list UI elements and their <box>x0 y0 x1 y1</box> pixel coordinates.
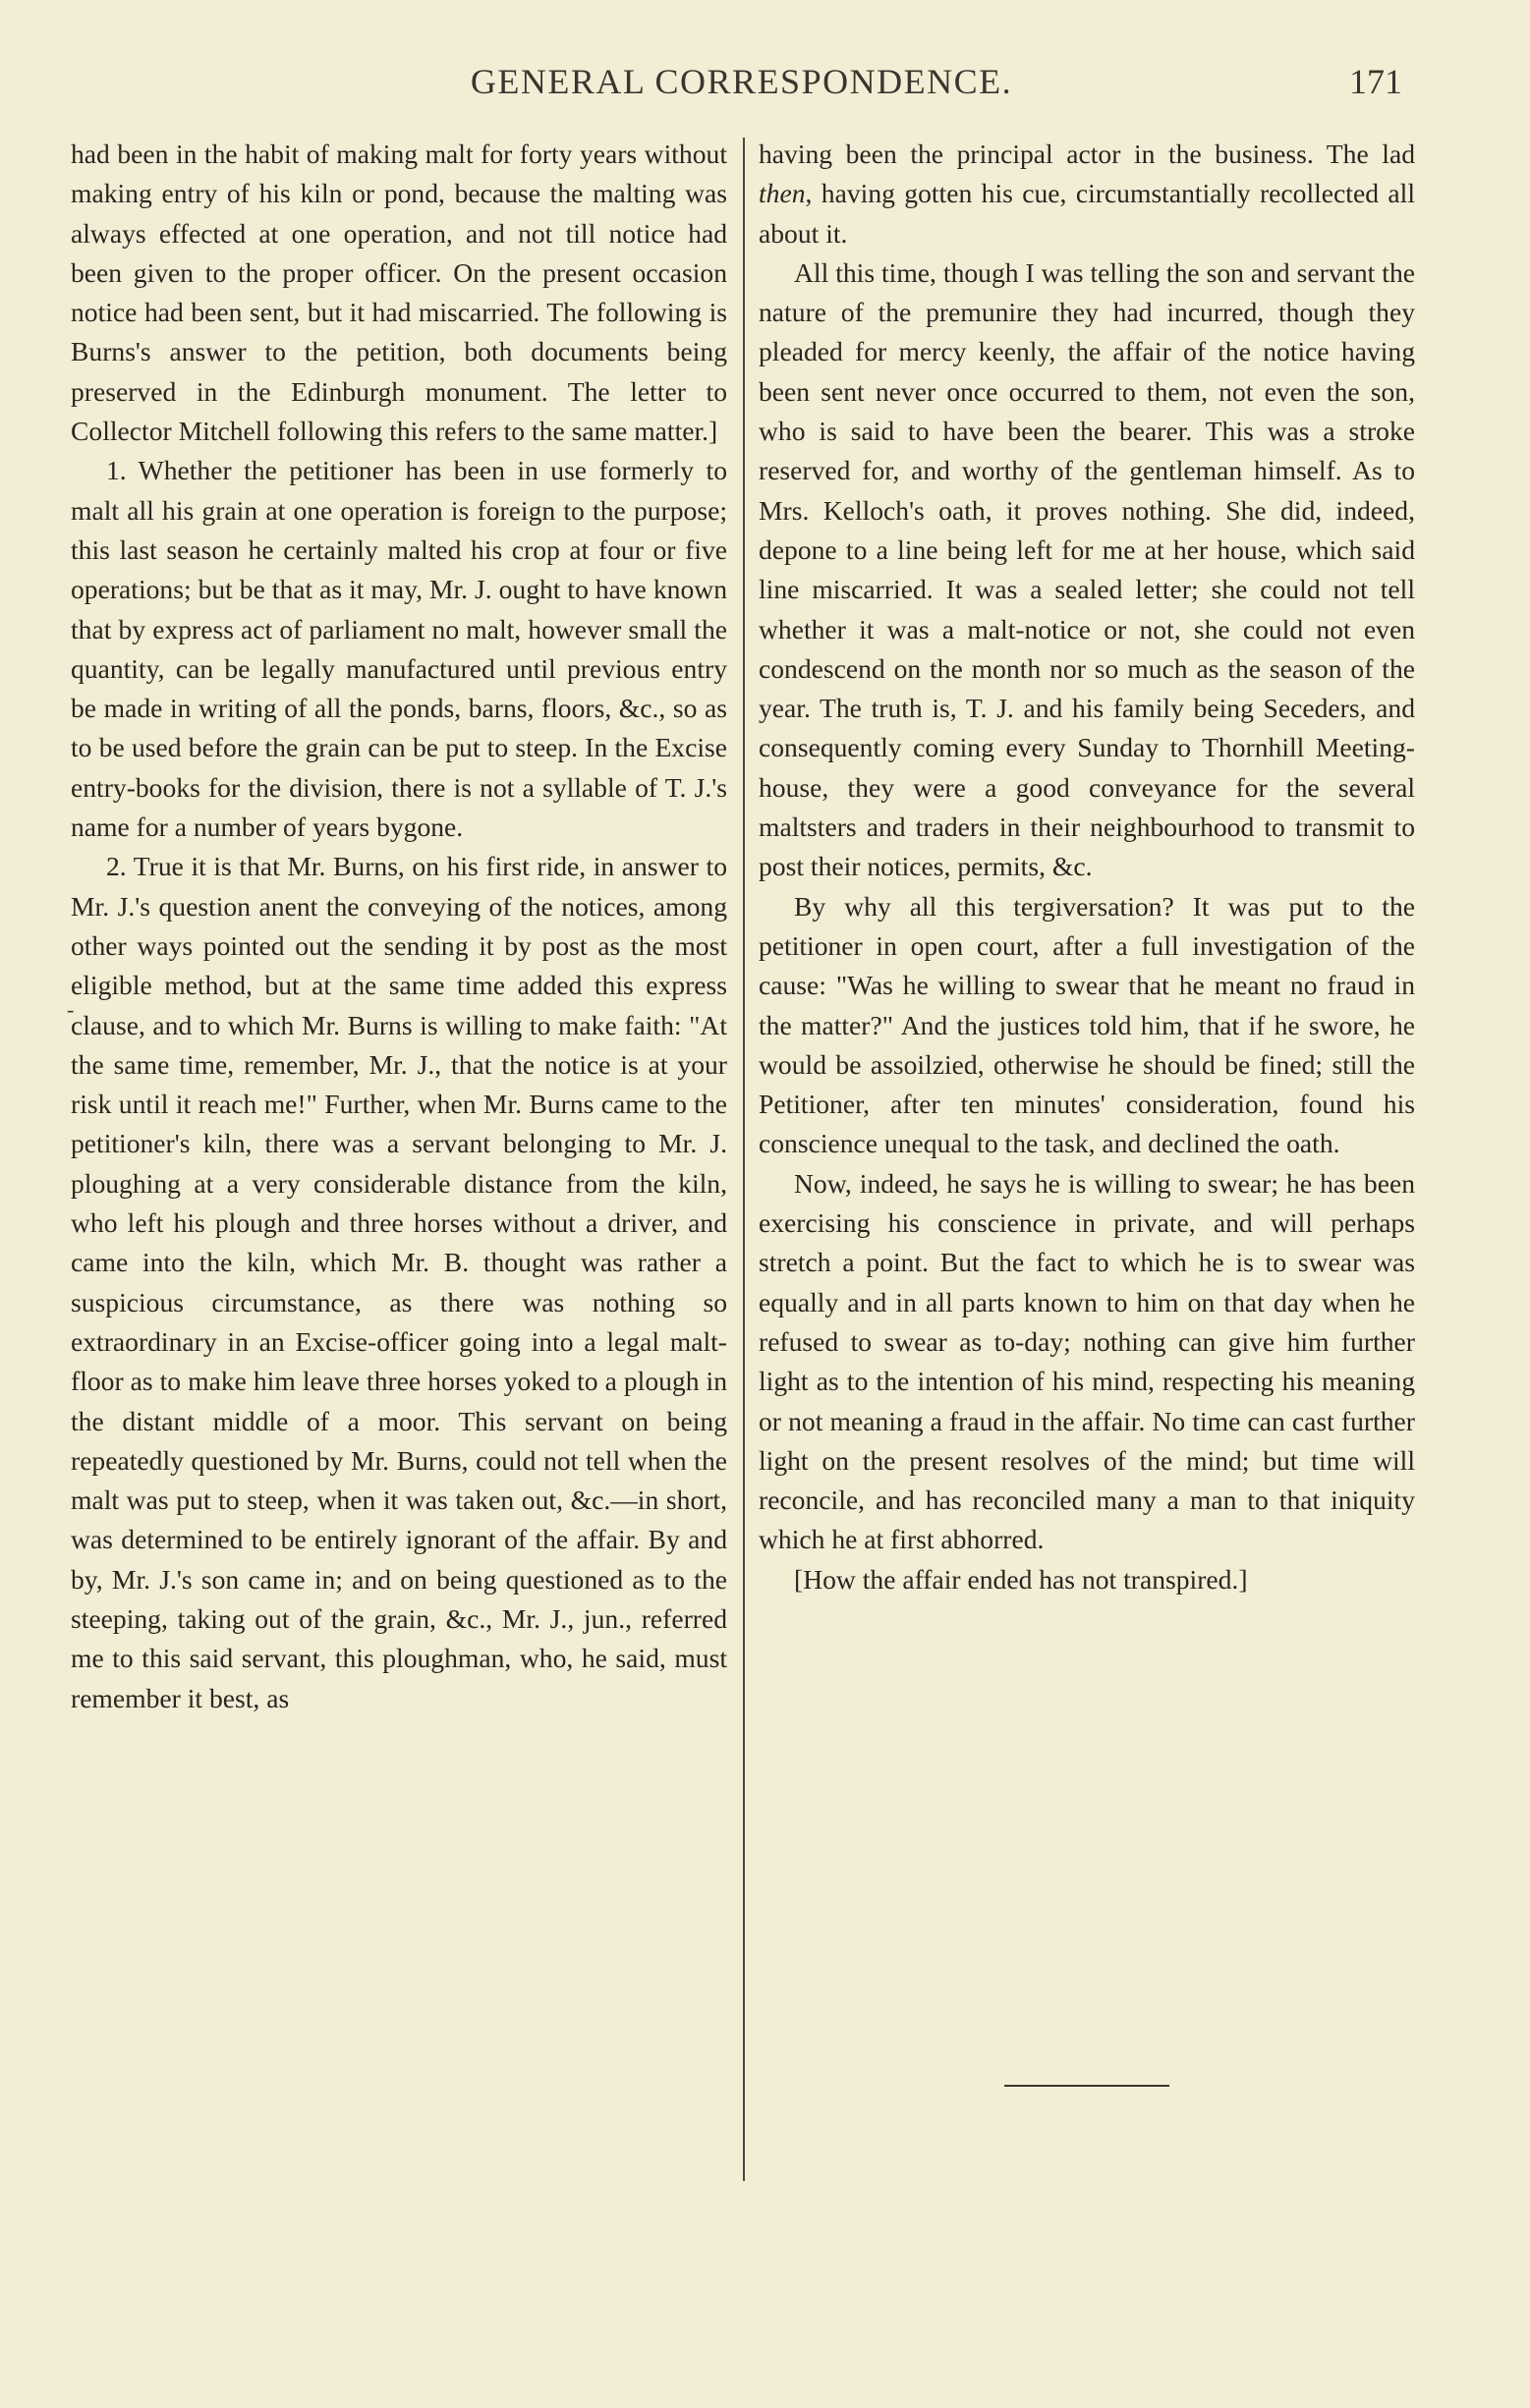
intro-paragraph: had been in the habit of making malt for forty years without making entry of his kiln or pond, because the malting was always effected at one operation, and not till notice had been given to the proper officer. On the present occasion notice had been sent, but it had miscarried. The following is Burns's answer to the petition, both documents being preserved in the Edinburgh monument. The letter to Collector Mitchell following this refers to the same matter.] <box>71 139 727 447</box>
paragraph-3: By why all this tergiversation? It was put to the petitioner in open court, after a full investigation of the cause: "Was he willing to swear that he meant no fraud in the matter?" And the justices told him, that if he swore, he would be assoilzied, otherwise he should be fined; still the Petitioner, after ten minutes' consideration, found his conscience unequal to the task, and declined the oath. <box>759 890 1415 1159</box>
section-end-rule <box>1004 2085 1169 2087</box>
point-1-paragraph: 1. Whether the petitioner has been in use formerly to malt all his grain at one operation is foreign to the purpose; this last season he certainly malted his crop at four or five operations; but be that as it may, Mr. J. ought to have known that by express act of parliament no malt, however small the quantity, can be legally manufactured until previous entry be made in writing of all the ponds, barns, floors, &c., so as to be used before the grain can be put to steep. In the Excise entry-books for the division, there is not a syllable of T. J.'s name for a number of years bygone. <box>71 455 727 843</box>
left-column <box>71 135 727 1718</box>
closing-note: [How the affair ended has not transpired.] <box>794 1563 1248 1595</box>
continuation-italic: then <box>759 178 806 209</box>
continuation-text-after: , having gotten his cue, circumstantially recollected all about it. <box>759 178 1415 249</box>
paragraph-4: Now, indeed, he says he is willing to swear; he has been exercising his conscience in private, and will perhaps stretch a point. But the fact to which he is to swear was equally and in all parts known to him on that day when he refused to swear as to-day; nothing can give him further light as to the intention of his mind, respecting his meaning or not meaning a fraud in the affair. No time can cast further light on the present resolves of the mind; but time will reconcile, and has reconciled many a man to that iniquity which he at first abhorred. <box>759 1167 1415 1555</box>
right-column <box>759 135 1415 1599</box>
running-header <box>71 61 1412 120</box>
point-2-paragraph: 2. True it is that Mr. Burns, on his first ride, in answer to Mr. J.'s question anent the conveying of the notices, among other ways pointed out the sending it by post as the most eligible method, but at the same time added this express clause, and to which Mr. Burns is willing to make faith: "At the same time, remember, Mr. J., that the notice is at your risk until it reach me!" Further, when Mr. Burns came to the petitioner's kiln, there was a servant belonging to Mr. J. ploughing at a very considerable distance from the kiln, who left his plough and three horses without a driver, and came into the kiln, which Mr. B. thought was rather a suspicious circumstance, as there was nothing so extraordinary in an Excise-officer going into a legal malt-floor as to make him leave three horses yoked to a plough in the distant middle of a moor. This servant on being repeatedly questioned by Mr. Burns, could not tell when the malt was put to steep, when it was taken out, &c.—in short, was determined to be entirely ignorant of the affair. By and by, Mr. J.'s son came in; and on being questioned as to the steeping, taking out of the grain, &c., Mr. J., jun., referred me to this said servant, this ploughman, who, he said, must remember it best, as <box>71 851 727 1713</box>
page-number: 171 <box>1349 62 1402 101</box>
continuation-text-before: having been the principal actor in the business. The lad <box>759 139 1415 169</box>
header-title: GENERAL CORRESPONDENCE. <box>470 62 1013 101</box>
column-divider <box>743 138 745 2181</box>
margin-mark: - <box>67 997 75 1022</box>
continuation-paragraph <box>759 135 1415 253</box>
paragraph-2: All this time, though I was telling the son and servant the nature of the premunire they had incurred, though they pleaded for mercy keenly, the affair of the notice having been sent never once occurred to them, not even the son, who is said to have been the bearer. This was a stroke reserved for, and worthy of the gentleman himself. As to Mrs. Kelloch's oath, it proves nothing. She did, indeed, depone to a line being left for me at her house, which said line miscarried. It was a sealed letter; she could not tell whether it was a malt-notice or not, she could not even condescend on the month nor so much as the season of the year. The truth is, T. J. and his family being Seceders, and consequently coming every Sunday to Thornhill Meeting-house, they were a good conveyance for the several maltsters and traders in their neighbourhood to transmit to post their notices, permits, &c. <box>759 256 1415 882</box>
